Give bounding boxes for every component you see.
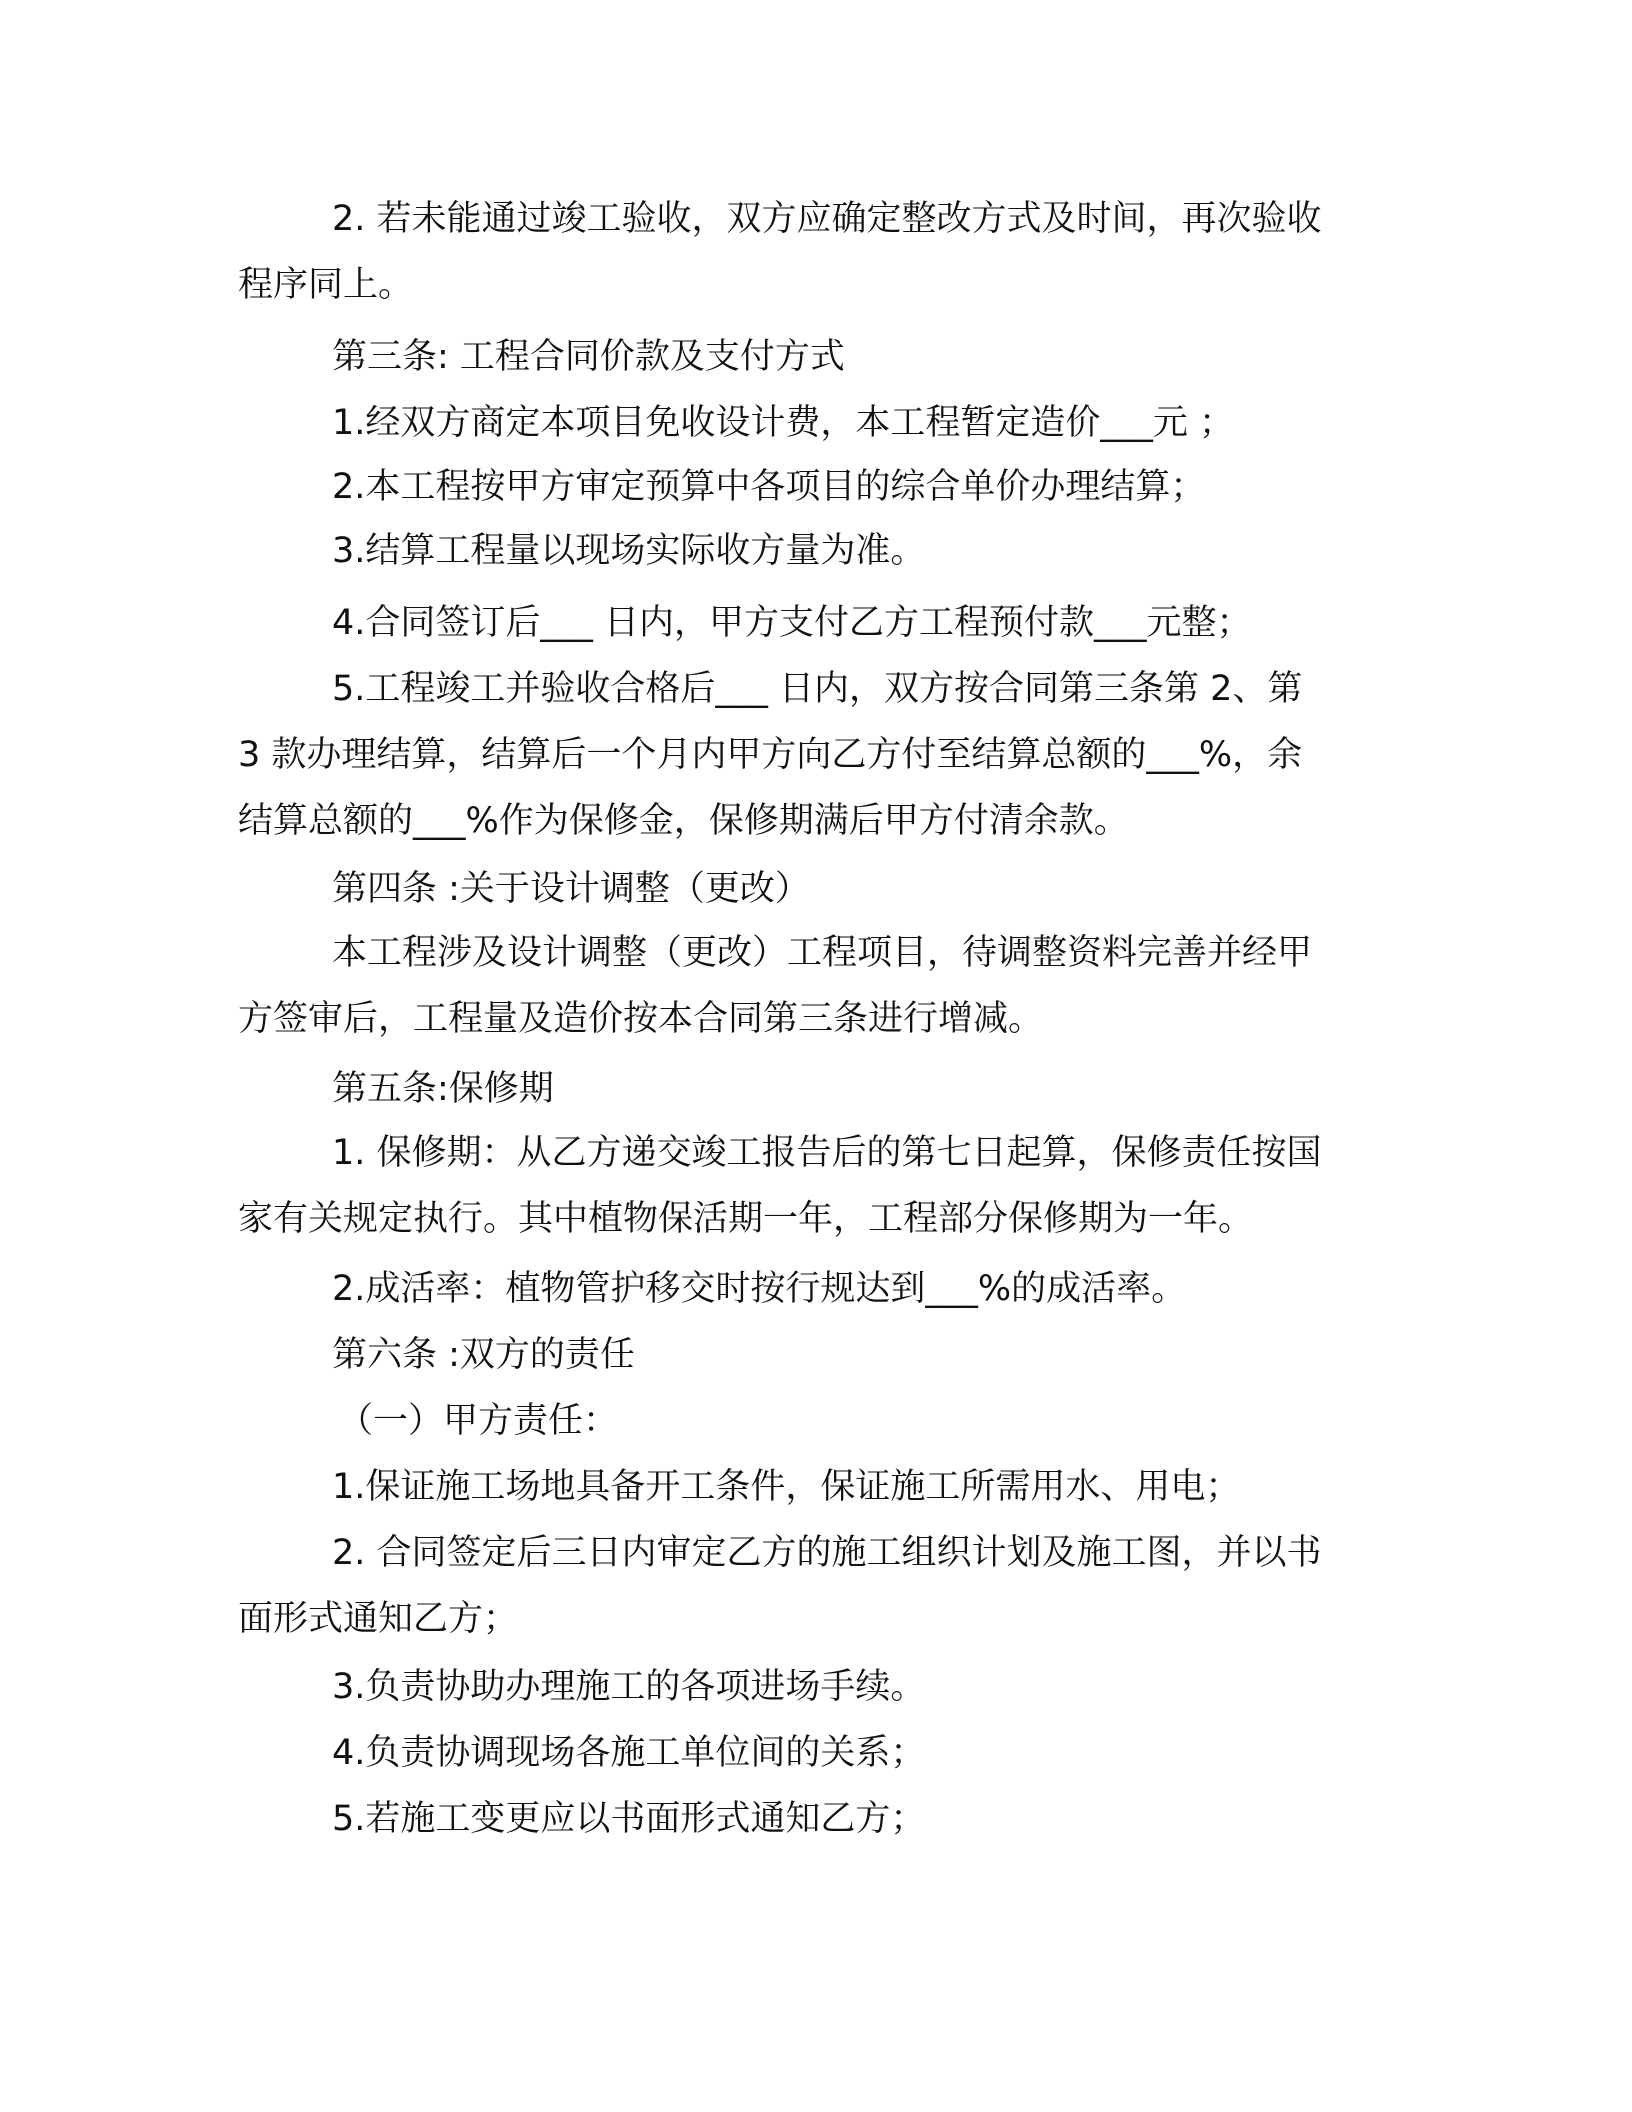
clause-5-item-1-line-2: 家有关规定执行。其中植物保活期一年，工程部分保修期为一年。	[238, 1199, 1254, 1239]
clause-4-heading: 第四条 :关于设计调整（更改）	[332, 869, 810, 909]
clause-2-item-2-line-2: 程序同上。	[238, 265, 414, 305]
clause-3-item-5-line-2: 3 款办理结算，结算后一个月内甲方向乙方付至结算总额的___%，余	[238, 735, 1303, 775]
clause-3-item-1: 1.经双方商定本项目免收设计费，本工程暂定造价___元 ；	[332, 403, 1235, 443]
clause-5-item-1-line-1: 1. 保修期：从乙方递交竣工报告后的第七日起算，保修责任按国	[332, 1133, 1322, 1173]
clause-6-party-a-heading: （一）甲方责任：	[338, 1401, 619, 1441]
clause-3-item-3: 3.结算工程量以现场实际收方量为准。	[332, 531, 926, 571]
clause-6-party-a-item-1: 1.保证施工场地具备开工条件，保证施工所需用水、用电；	[332, 1467, 1241, 1507]
clause-2-item-2-line-1: 2. 若未能通过竣工验收，双方应确定整改方式及时间，再次验收	[332, 199, 1322, 239]
clause-6-party-a-item-5: 5.若施工变更应以书面形式通知乙方；	[332, 1799, 926, 1839]
clause-4-body-line-2: 方签审后，工程量及造价按本合同第三条进行增减。	[238, 999, 1044, 1039]
clause-6-party-a-item-2-line-1: 2. 合同签定后三日内审定乙方的施工组织计划及施工图，并以书	[332, 1533, 1322, 1573]
clause-3-item-4: 4.合同签订后___ 日内，甲方支付乙方工程预付款___元整；	[332, 603, 1252, 643]
clause-6-heading: 第六条 :双方的责任	[332, 1335, 635, 1375]
clause-3-item-2: 2.本工程按甲方审定预算中各项目的综合单价办理结算；	[332, 467, 1206, 507]
clause-5-heading: 第五条:保修期	[332, 1069, 554, 1109]
clause-6-party-a-item-3: 3.负责协助办理施工的各项进场手续。	[332, 1667, 926, 1707]
clause-3-heading: 第三条: 工程合同价款及支付方式	[332, 337, 845, 377]
clause-4-body-line-1: 本工程涉及设计调整（更改）工程项目，待调整资料完善并经甲	[332, 933, 1313, 973]
clause-6-party-a-item-2-line-2: 面形式通知乙方；	[238, 1599, 519, 1639]
clause-3-item-5-line-1: 5.工程竣工并验收合格后___ 日内，双方按合同第三条第 2、第	[332, 669, 1303, 709]
clause-6-party-a-item-4: 4.负责协调现场各施工单位间的关系；	[332, 1733, 926, 1773]
clause-3-item-5-line-3: 结算总额的___%作为保修金，保修期满后甲方付清余款。	[238, 801, 1129, 841]
clause-5-item-2: 2.成活率：植物管护移交时按行规达到___%的成活率。	[332, 1269, 1187, 1309]
